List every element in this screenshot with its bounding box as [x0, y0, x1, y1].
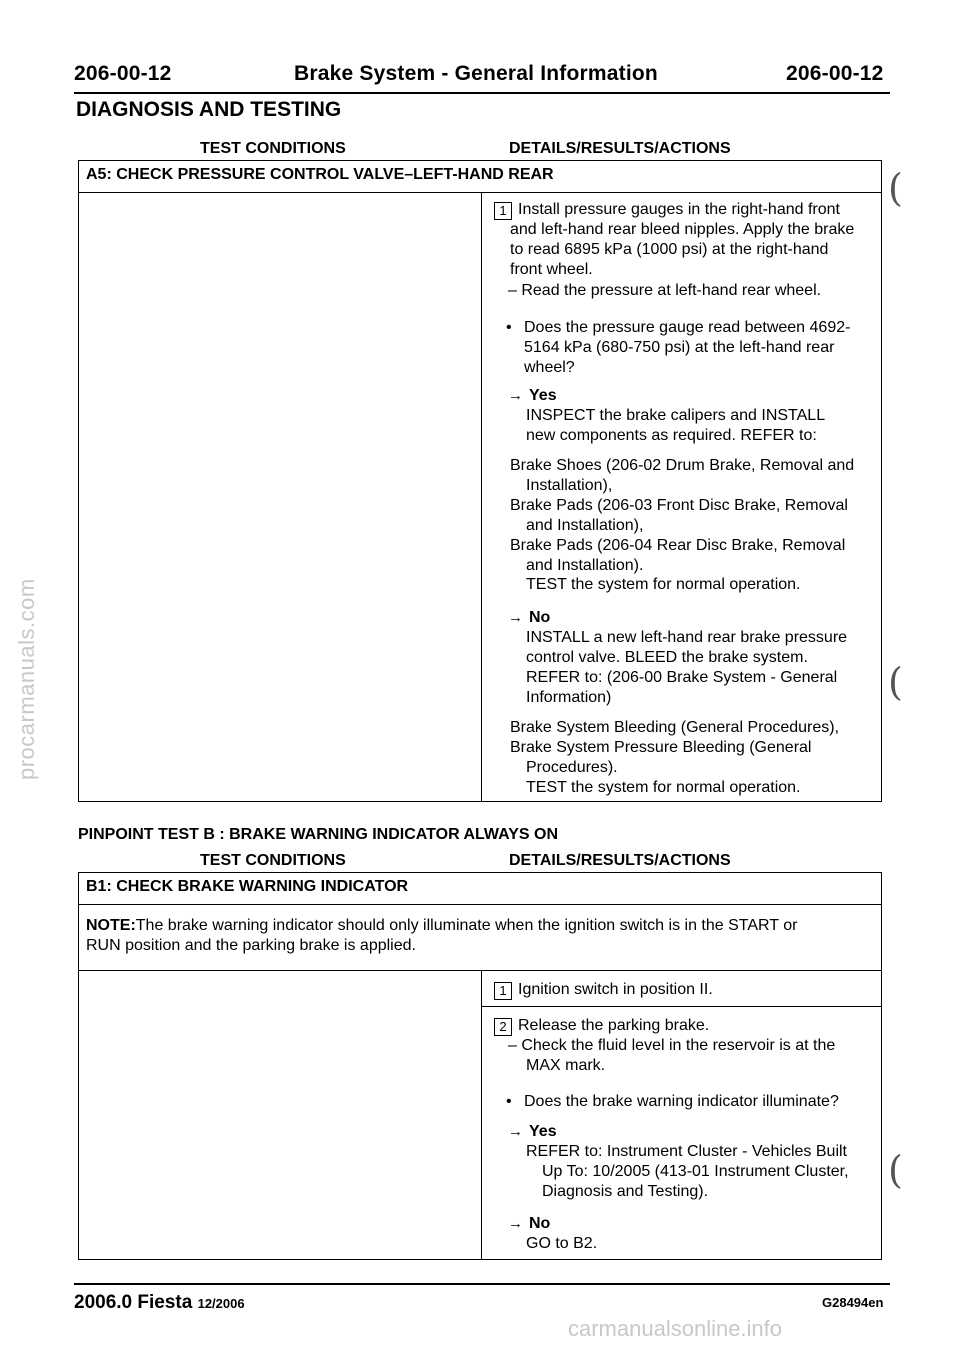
ref-no-3: Procedures).: [526, 759, 618, 776]
test-no: TEST the system for normal operation.: [526, 779, 801, 796]
section-title: DIAGNOSIS AND TESTING: [76, 98, 342, 121]
step-number-box: 2: [494, 1018, 512, 1036]
test-yes: TEST the system for normal operation.: [526, 576, 801, 593]
footer-rule: [74, 1283, 890, 1285]
b-yes-line-1: REFER to: Instrument Cluster - Vehicles Built: [526, 1143, 847, 1160]
footer-code: G28494en: [822, 1295, 884, 1310]
b-yes-line-3: Diagnosis and Testing).: [542, 1183, 709, 1200]
step-number-box: 1: [494, 982, 512, 1000]
dash-line-2: MAX mark.: [526, 1057, 606, 1074]
table-b-yes: [508, 1122, 557, 1142]
table-b-title-divider: [78, 904, 882, 905]
no-line-2: control valve. BLEED the brake system.: [526, 649, 808, 666]
no-line-3: REFER to: (206-00 Brake System - General: [526, 669, 838, 686]
table-b-step-title: B1: CHECK BRAKE WARNING INDICATOR: [86, 878, 409, 895]
table-a-step-title: A5: CHECK PRESSURE CONTROL VALVE–LEFT-HAND REAR: [86, 166, 554, 183]
table-b-no: [508, 1214, 550, 1234]
arrow-right-icon: →: [508, 609, 523, 626]
table-b-question: Does the brake warning indicator illuminate?: [524, 1093, 839, 1110]
ref-yes-5: Brake Pads (206-04 Rear Disc Brake, Removal: [510, 537, 846, 554]
table-b-column-divider: [481, 970, 482, 1260]
header-code-right: 206-00-12: [786, 62, 884, 85]
ref-no-2: Brake System Pressure Bleeding (General: [510, 739, 812, 756]
header-title: Brake System - General Information: [294, 62, 658, 85]
table-b-step1-divider: [481, 1006, 882, 1007]
note-line-2: RUN position and the parking brake is applied.: [86, 937, 416, 954]
table-b-col-right-heading: DETAILS/RESULTS/ACTIONS: [509, 852, 731, 869]
ref-yes-6: and Installation).: [526, 557, 644, 574]
arrow-right-icon: →: [508, 1123, 523, 1140]
table-a-title-divider: [78, 192, 882, 193]
question-line-1: Does the pressure gauge read between 4692-: [524, 319, 851, 336]
question-line-3: wheel?: [524, 359, 575, 376]
ref-yes-2: Installation),: [526, 477, 613, 494]
table-b-step2: [494, 1016, 709, 1036]
no-line-1: INSTALL a new left-hand rear brake pressure: [526, 629, 848, 646]
table-a-col-right-heading: DETAILS/RESULTS/ACTIONS: [509, 140, 731, 157]
bottom-watermark: carmanualsonline.info: [568, 1316, 783, 1341]
note-label: NOTE:: [86, 917, 136, 934]
margin-mark-icon: (: [888, 166, 903, 210]
table-a-no: [508, 608, 550, 628]
ref-yes-3: Brake Pads (206-03 Front Disc Brake, Removal: [510, 497, 848, 514]
ref-yes-4: and Installation),: [526, 517, 644, 534]
step1-line-2: and left-hand rear bleed nipples. Apply the brake: [510, 221, 855, 238]
side-watermark: procarmanuals.com: [14, 578, 39, 780]
table-b-step1: [494, 980, 713, 1000]
table-a-dash-line: – Read the pressure at left-hand rear wheel.: [508, 282, 822, 299]
table-b-note: [86, 916, 797, 936]
footer-model: 2006.0 Fiesta: [74, 1292, 193, 1313]
note-line-1: The brake warning indicator should only illuminate when the ignition switch is in the START or: [135, 917, 798, 934]
arrow-right-icon: →: [508, 1215, 523, 1232]
no-label: No: [529, 1215, 551, 1232]
no-line-4: Information): [526, 689, 612, 706]
table-a-yes: [508, 386, 557, 406]
table-b-col-left-heading: TEST CONDITIONS: [200, 852, 346, 869]
step-number-box: 1: [494, 202, 512, 220]
pinpoint-title: PINPOINT TEST B : BRAKE WARNING INDICATOR ALWAYS ON: [78, 826, 559, 843]
footer-left: [74, 1292, 245, 1314]
header-code-left: 206-00-12: [74, 62, 172, 85]
table-a-col-left-heading: TEST CONDITIONS: [200, 140, 346, 157]
yes-label: Yes: [529, 387, 557, 404]
margin-mark-icon: (: [888, 1148, 903, 1192]
dash-line-1: – Check the fluid level in the reservoir is at the: [508, 1037, 836, 1054]
table-a-step1: [494, 200, 840, 220]
margin-mark-icon: (: [888, 660, 903, 704]
bullet-icon: •: [506, 1093, 512, 1110]
ref-no-1: Brake System Bleeding (General Procedures),: [510, 719, 840, 736]
step1-line-3: to read 6895 kPa (1000 psi) at the right-hand: [510, 241, 829, 258]
b-no-text: GO to B2.: [526, 1235, 598, 1252]
question-line-2: 5164 kPa (680-750 psi) at the left-hand rear: [524, 339, 835, 356]
b-yes-line-2: Up To: 10/2005 (413-01 Instrument Cluster,: [542, 1163, 849, 1180]
footer-date: 12/2006: [197, 1296, 245, 1311]
header-rule: [74, 92, 890, 94]
step1-line-1: Install pressure gauges in the right-hand front: [518, 201, 840, 218]
bullet-icon: •: [506, 319, 512, 336]
step2-text: Release the parking brake.: [518, 1017, 710, 1034]
step1-line-4: front wheel.: [510, 261, 593, 278]
table-a-column-divider: [481, 192, 482, 802]
arrow-right-icon: →: [508, 387, 523, 404]
yes-line-2: new components as required. REFER to:: [526, 427, 817, 444]
yes-label: Yes: [529, 1123, 557, 1140]
yes-line-1: INSPECT the brake calipers and INSTALL: [526, 407, 826, 424]
step1-text: Ignition switch in position II.: [518, 981, 713, 998]
table-b-note-divider: [78, 970, 882, 971]
no-label: No: [529, 609, 551, 626]
ref-yes-1: Brake Shoes (206-02 Drum Brake, Removal and: [510, 457, 855, 474]
